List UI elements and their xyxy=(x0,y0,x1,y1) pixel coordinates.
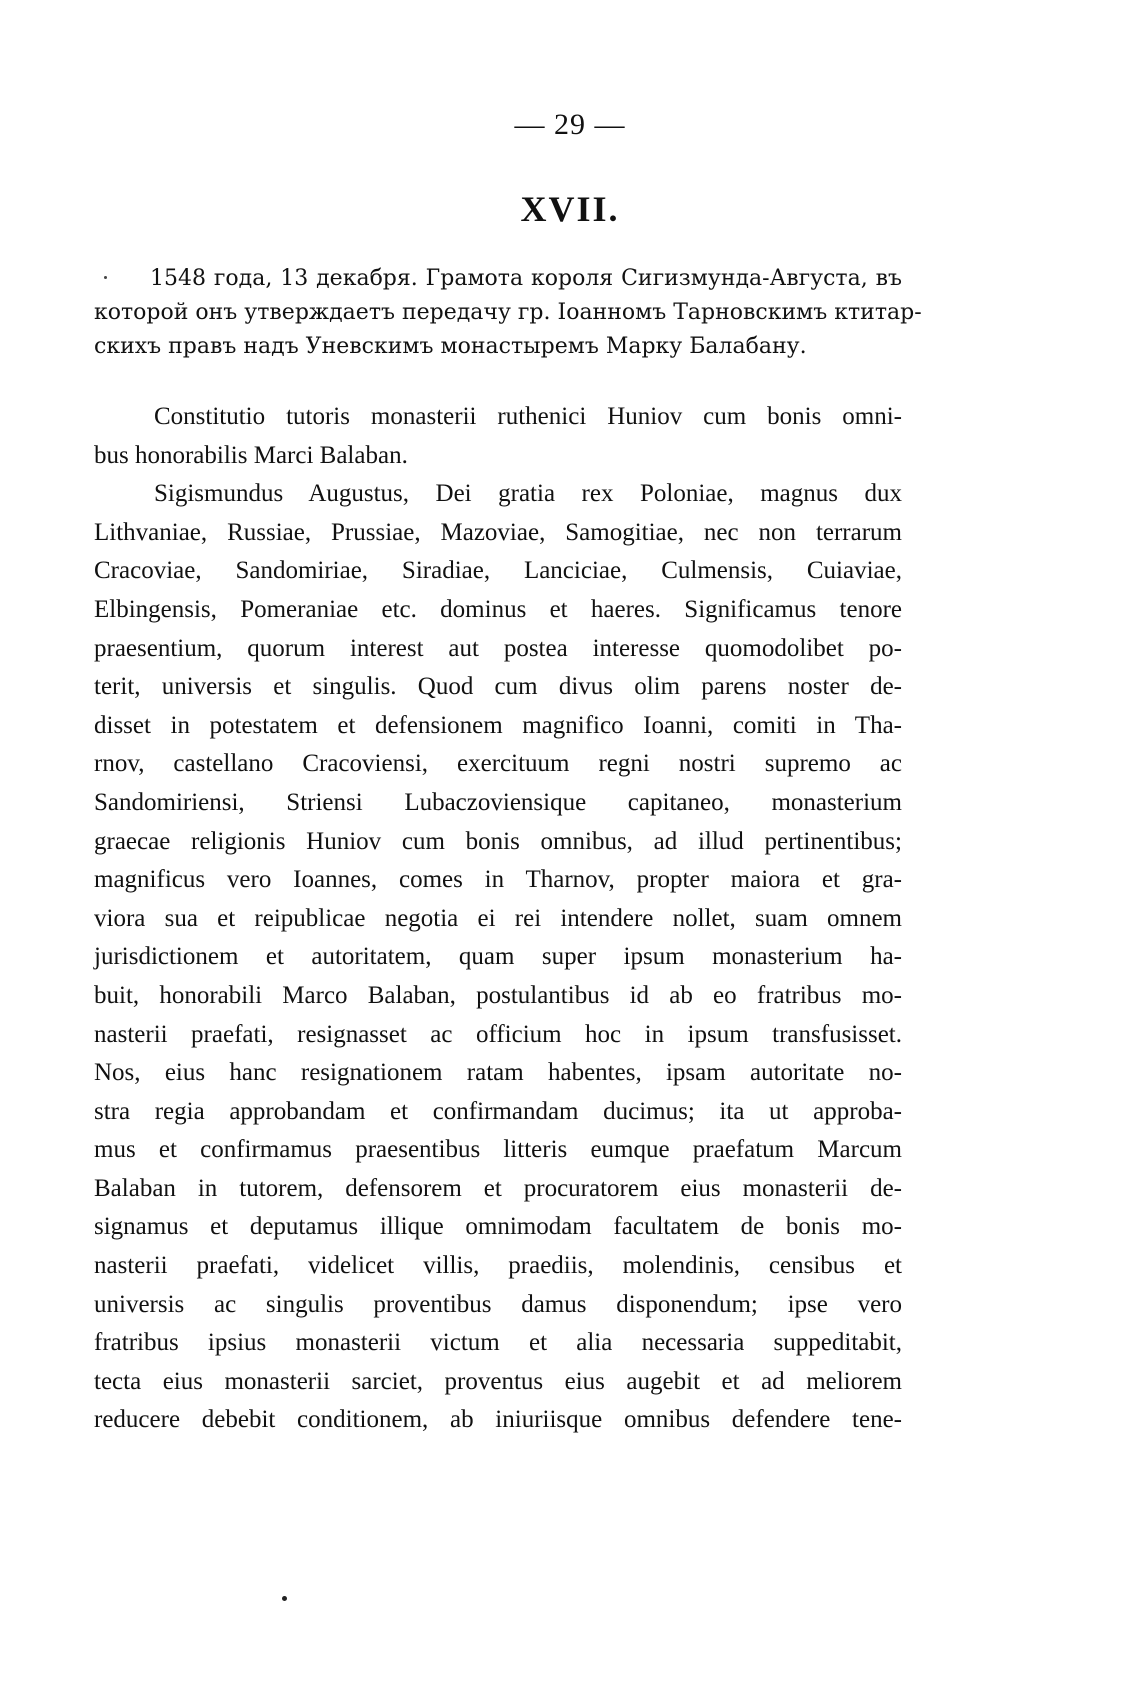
text-line: universis ac singulis proventibus damus disponendum; ipse vero xyxy=(94,1290,902,1318)
text-line: Sandomiriensi, Striensi Lubaczoviensique capitaneo, monasterium xyxy=(94,788,902,816)
title-line: Constitutio tutoris monasterii ruthenici Huniov cum bonis omni- xyxy=(154,403,902,430)
text-line: tecta eius monasterii sarciet, proventus eius augebit et ad meliorem xyxy=(94,1367,902,1395)
document-body xyxy=(94,398,902,1440)
text-line: Cracoviae, Sandomiriae, Siradiae, Lanciciae, Culmensis, Cuiaviae, xyxy=(94,557,902,585)
text-line: jurisdictionem et autoritatem, quam super ipsum monasterium ha- xyxy=(94,943,902,971)
text-line: nasterii praefati, resignasset ac officium hoc in ipsum transfusisset. xyxy=(94,1020,902,1048)
document-number: XVII. xyxy=(520,189,620,229)
summary-line: скихъ правъ надъ Уневскимъ монастыремъ Марку Балабану. xyxy=(94,334,807,359)
text-line: Balaban in tutorem, defensorem et procuratorem eius monasterii de- xyxy=(94,1174,902,1202)
document-summary xyxy=(94,262,922,364)
page-number: — 29 — xyxy=(514,108,626,141)
summary-line: которой онъ утверждаетъ передачу гр. Іоанномъ Тарновскимъ ктитар- xyxy=(94,300,922,325)
text-line: signamus et deputamus illique omnimodam facultatem de bonis mo- xyxy=(94,1213,902,1241)
text-line: Elbingensis, Pomeraniae etc. dominus et haeres. Significamus tenore xyxy=(94,595,902,623)
text-line: mus et confirmamus praesentibus litteris eumque praefatum Marcum xyxy=(94,1136,902,1164)
text-line: fratribus ipsius monasterii victum et alia necessaria suppeditabit, xyxy=(94,1329,902,1357)
text-line: reducere debebit conditionem, ab iniuriisque omnibus defendere tene- xyxy=(94,1406,902,1434)
summary-line: 1548 года, 13 декабря. Грамота короля Сигизмунда-Августа, въ xyxy=(150,266,902,291)
text-line: Lithvaniae, Russiae, Prussiae, Mazoviae, Samogitiae, nec non terrarum xyxy=(94,518,902,546)
text-line: buit, honorabili Marco Balaban, postulantibus id ab eo fratribus mo- xyxy=(94,981,902,1009)
text-line: graecae religionis Huniov cum bonis omnibus, ad illud pertinentibus; xyxy=(94,827,902,855)
text-line: viora sua et reipublicae negotia ei rei intendere nollet, suam omnem xyxy=(94,904,902,932)
dot-mark xyxy=(282,1596,287,1601)
title-line: bus honorabilis Marci Balaban. xyxy=(94,441,408,469)
text-line: praesentium, quorum interest aut postea interesse quomodolibet po- xyxy=(94,634,902,662)
text-line: stra regia approbandam et confirmandam ducimus; ita ut approba- xyxy=(94,1097,902,1125)
text-line: Sigismundus Augustus, Dei gratia rex Poloniae, magnus dux xyxy=(154,480,902,508)
text-line: nasterii praefati, videlicet villis, praediis, molendinis, censibus et xyxy=(94,1252,902,1280)
text-line: magnificus vero Ioannes, comes in Tharnov, propter maiora et gra- xyxy=(94,866,902,894)
text-line: terit, universis et singulis. Quod cum divus olim parens noster de- xyxy=(94,673,902,701)
text-line: rnov, castellano Cracoviensi, exercituum regni nostri supremo ac xyxy=(94,750,902,778)
text-line: Nos, eius hanc resignationem ratam habentes, ipsam autoritate no- xyxy=(94,1059,902,1087)
text-line: disset in potestatem et defensionem magnifico Ioanni, comiti in Tha- xyxy=(94,711,902,739)
